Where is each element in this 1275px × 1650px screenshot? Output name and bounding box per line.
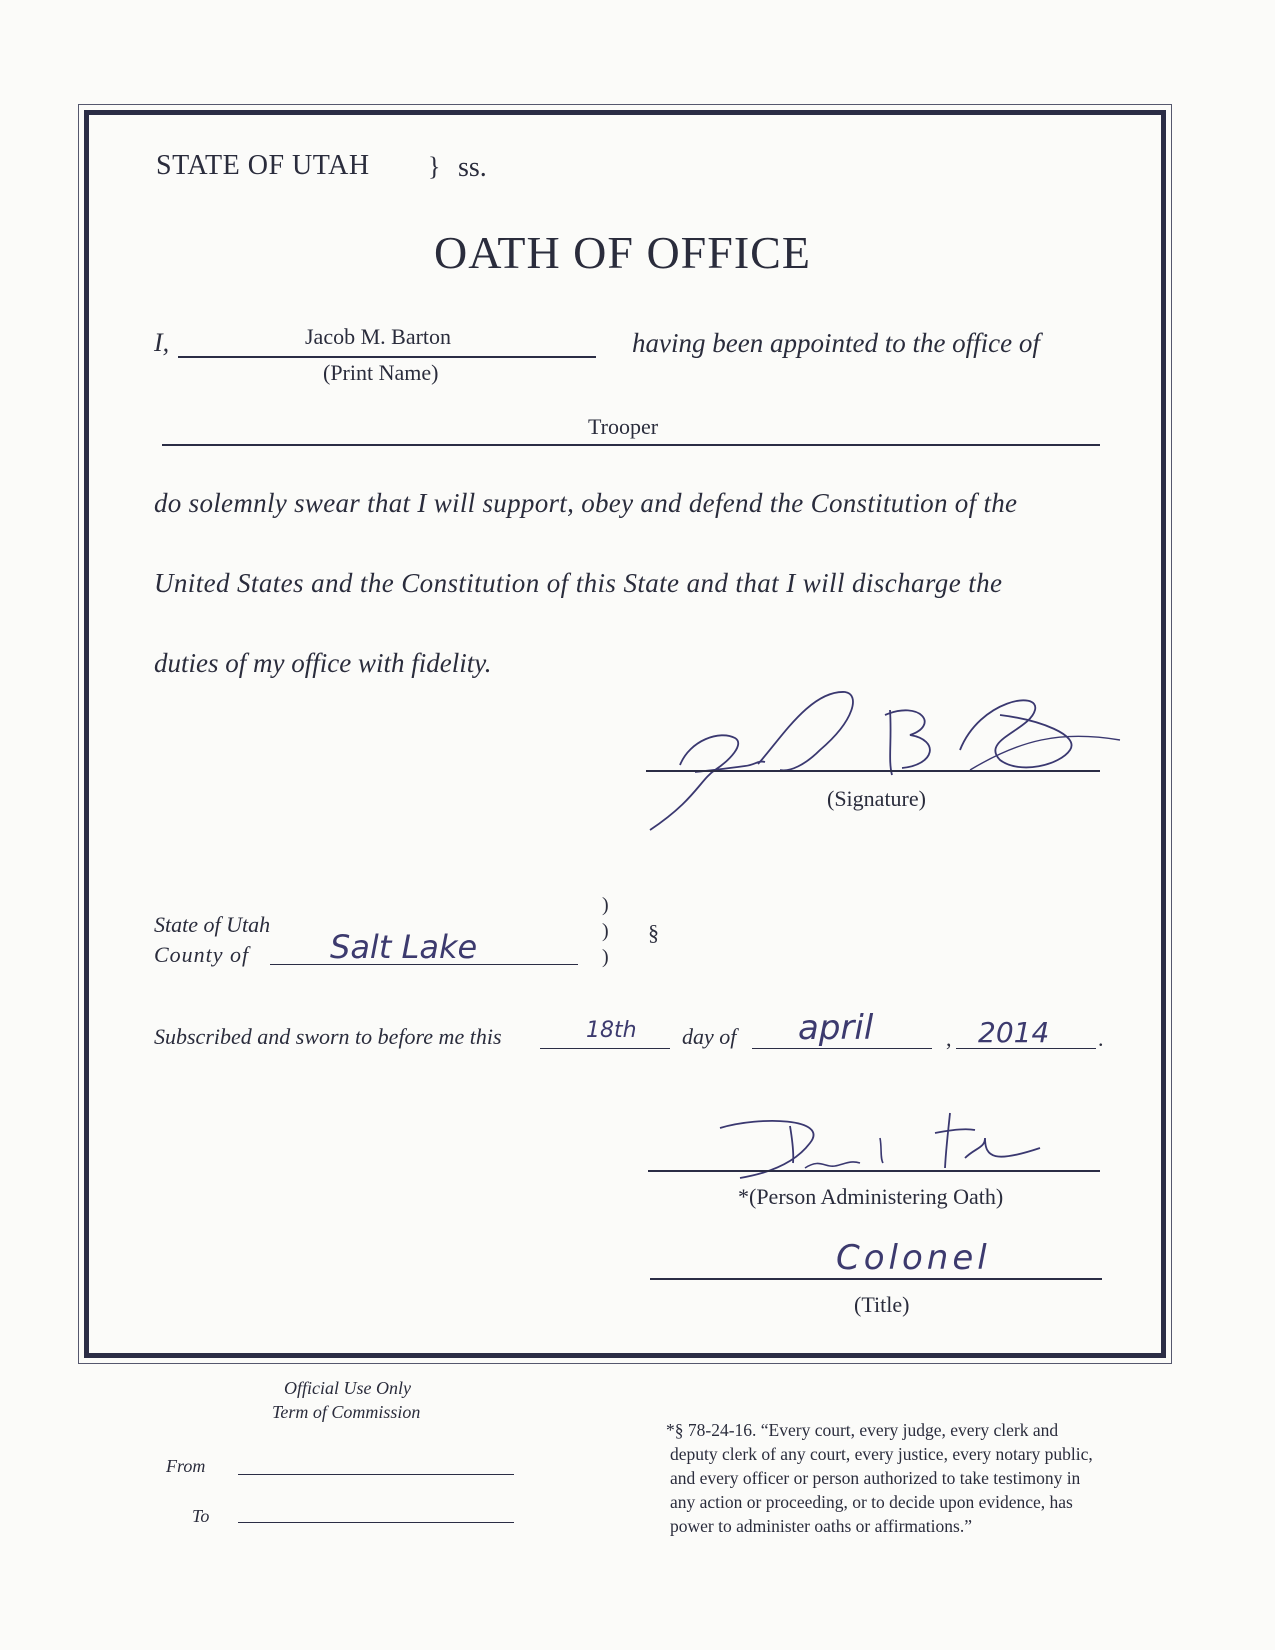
print-name-caption: (Print Name) xyxy=(323,360,439,385)
administering-line xyxy=(648,1170,1100,1172)
oath-body-line-3: duties of my office with fidelity. xyxy=(154,648,492,678)
title-caption: (Title) xyxy=(854,1292,910,1317)
subscribed-text: Subscribed and sworn to before me this xyxy=(154,1024,502,1049)
year-value: 2014 xyxy=(978,1016,1050,1049)
month-value: april xyxy=(798,1008,874,1048)
term-of-commission-heading: Term of Commission xyxy=(272,1402,421,1422)
title-line xyxy=(650,1278,1102,1280)
section-symbol: § xyxy=(648,920,659,945)
county-line xyxy=(270,964,578,965)
statute-footnote-line-4: any action or proceeding, or to decide upon evidence, has xyxy=(670,1492,1073,1512)
administering-caption: *(Person Administering Oath) xyxy=(738,1184,1004,1209)
day-value: 18th xyxy=(586,1018,637,1043)
statute-footnote-line-3: and every officer or person authorized to take testimony in xyxy=(670,1468,1081,1488)
venue-ss: ss. xyxy=(458,152,487,183)
date-comma: , xyxy=(946,1026,952,1051)
from-label: From xyxy=(166,1456,206,1476)
statute-footnote-line-1: *§ 78-24-16. “Every court, every judge, every clerk and xyxy=(666,1420,1059,1440)
jurat-paren-1: ) xyxy=(602,894,609,916)
date-period: . xyxy=(1098,1026,1104,1051)
to-label: To xyxy=(192,1506,210,1526)
jurat-county-label: County of xyxy=(154,942,250,967)
oath-i-prefix: I, xyxy=(154,328,170,357)
office-line xyxy=(162,444,1100,446)
jurat-paren-2: ) xyxy=(602,920,609,942)
signature-caption: (Signature) xyxy=(827,786,926,811)
appointed-text: having been appointed to the office of xyxy=(632,328,1040,358)
office-value: Trooper xyxy=(588,414,659,439)
signature-line xyxy=(646,770,1100,772)
from-line xyxy=(238,1474,514,1475)
page-title: OATH OF OFFICE xyxy=(434,227,811,278)
statute-footnote-line-2: deputy clerk of any court, every justice, every notary public, xyxy=(670,1444,1093,1464)
day-line xyxy=(540,1048,670,1049)
day-of-text: day of xyxy=(682,1024,737,1049)
appointee-signature xyxy=(640,680,1140,840)
oath-body-line-1: do solemnly swear that I will support, obey and defend the Constitution of the xyxy=(154,488,1018,518)
venue-state: STATE OF UTAH xyxy=(156,150,370,181)
print-name-value: Jacob M. Barton xyxy=(305,324,452,349)
statute-footnote-line-5: power to administer oaths or affirmations.” xyxy=(670,1516,972,1536)
name-line xyxy=(178,356,596,358)
to-line xyxy=(238,1522,514,1523)
jurat-state-label: State of Utah xyxy=(154,912,271,937)
county-value: Salt Lake xyxy=(330,928,478,966)
title-value: Colonel xyxy=(836,1238,991,1278)
official-use-heading: Official Use Only xyxy=(284,1378,411,1398)
month-line xyxy=(752,1048,932,1049)
venue-brace: } xyxy=(428,152,441,181)
jurat-paren-3: ) xyxy=(602,946,609,968)
oath-body-line-2: United States and the Constitution of this State and that I will discharge the xyxy=(154,568,1003,598)
